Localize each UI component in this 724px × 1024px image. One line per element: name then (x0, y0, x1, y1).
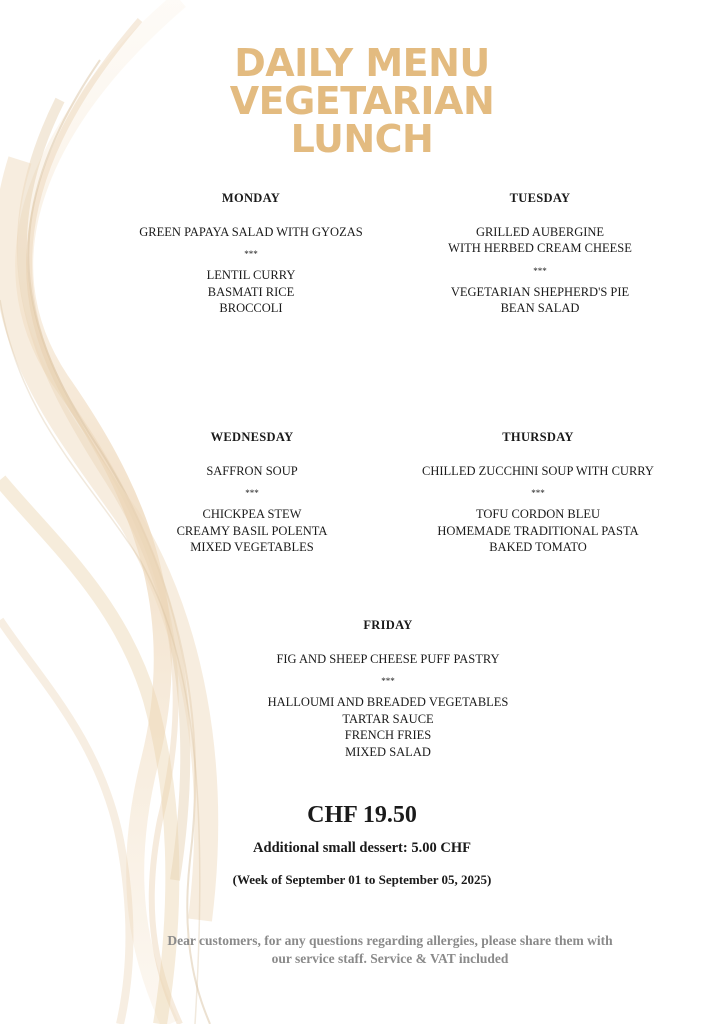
menu-price: CHF 19.50 (307, 802, 417, 828)
separator: *** (245, 488, 259, 498)
separator: *** (533, 265, 547, 276)
separator: *** (244, 249, 258, 259)
separator: *** (531, 488, 545, 498)
day-monday (101, 190, 401, 317)
footer-line-1: Dear customers, for any questions regarding allergies, please share them with (167, 933, 613, 948)
main-item: MIXED VEGETABLES (190, 540, 314, 554)
main-item: HALLOUMI AND BREADED VEGETABLES (267, 695, 509, 709)
day-name: WEDNESDAY (210, 430, 294, 444)
week-range: (Week of September 01 to September 05, 2025) (232, 872, 492, 887)
main-item: CREAMY BASIL POLENTA (176, 523, 328, 538)
day-name: TUESDAY (509, 191, 571, 205)
starter-item: CHILLED ZUCCHINI SOUP WITH CURRY (422, 463, 654, 478)
title-line-1: DAILY MENU (234, 41, 490, 85)
main-item: MIXED SALAD (345, 744, 431, 759)
main-item: BAKED TOMATO (489, 540, 587, 554)
starter-item: GRILLED AUBERGINE (475, 224, 605, 239)
main-item: CHICKPEA STEW (202, 507, 302, 521)
day-name: MONDAY (221, 191, 281, 205)
main-item: BASMATI RICE (207, 284, 295, 299)
day-name: FRIDAY (363, 618, 413, 632)
title-line-2: VEGETARIAN (229, 79, 495, 123)
main-item: TOFU CORDON BLEU (475, 507, 601, 521)
main-item: LENTIL CURRY (206, 268, 296, 282)
main-item: BROCCOLI (219, 301, 283, 315)
day-name: THURSDAY (502, 430, 574, 444)
title-line-3: LUNCH (290, 117, 434, 161)
starter-item: FIG AND SHEEP CHEESE PUFF PASTRY (276, 651, 500, 666)
main-item: TARTAR SAUCE (342, 711, 434, 726)
starter-item: GREEN PAPAYA SALAD WITH GYOZAS (139, 224, 363, 239)
main-item: BEAN SALAD (500, 301, 580, 315)
day-wednesday (102, 429, 402, 556)
dessert-note: Additional small dessert: 5.00 CHF (253, 840, 471, 856)
day-thursday (388, 429, 688, 556)
separator: *** (381, 676, 395, 686)
main-item: HOMEMADE TRADITIONAL PASTA (437, 523, 639, 538)
footer-line-2: our service staff. Service & VAT included (271, 951, 509, 966)
main-item: FRENCH FRIES (344, 728, 432, 742)
allergy-notice (130, 932, 650, 968)
day-tuesday (390, 190, 690, 317)
day-friday (238, 617, 538, 760)
menu-title (0, 41, 724, 161)
main-item: VEGETARIAN SHEPHERD'S PIE (450, 284, 630, 299)
starter-item: SAFFRON SOUP (206, 463, 298, 478)
starter-item: WITH HERBED CREAM CHEESE (448, 241, 632, 255)
